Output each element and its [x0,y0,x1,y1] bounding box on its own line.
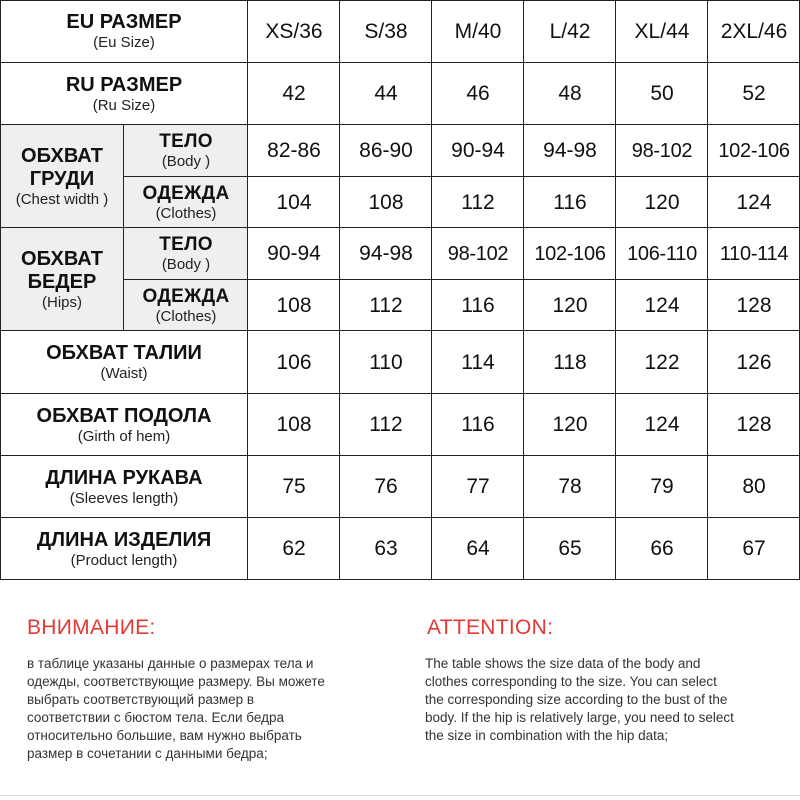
sleeve-value: 76 [374,475,398,498]
chest-body-value: 82-86 [267,139,321,162]
ru-size-label [0,63,248,125]
hem-value: 112 [369,413,403,436]
hips-clothes-title: ОДЕЖДА [142,285,230,307]
sleeve-label [0,456,248,518]
ru-size-title: RU РАЗМЕР [65,73,183,96]
hips-body-value: 98-102 [447,242,509,265]
hem-value: 128 [736,413,772,436]
chest-body-title: ТЕЛО [159,131,213,152]
sleeve-subtitle: (Sleeves length) [69,489,179,507]
attention-ru-line: соответствии с бюстом тела. Если бедра [27,710,284,725]
chest-body-subtitle: (Body ) [161,153,211,170]
length-label [0,518,248,580]
hem-value: 124 [644,413,680,436]
hips-clothes-label [124,280,248,331]
hips-title-line2: БЕДЕР [27,270,97,293]
hips-body-title: ТЕЛО [159,234,213,255]
length-value: 67 [742,537,766,560]
hips-subtitle: (Hips) [42,293,82,311]
waist-value: 122 [644,350,680,374]
chest-clothes-value: 108 [368,190,404,214]
hips-body-value: 102-106 [534,242,606,265]
length-value: 66 [650,537,674,560]
chest-clothes-value: 124 [736,190,772,214]
bottom-divider [0,795,800,796]
hips-clothes-value: 128 [736,293,772,317]
chest-label [0,125,124,228]
hips-body-value: 90-94 [267,242,321,265]
hips-body-value: 106-110 [627,242,697,265]
sleeve-title: ДЛИНА РУКАВА [45,466,203,489]
size-header-xs: XS/36 [265,19,323,43]
hem-value: 108 [276,413,312,436]
waist-label [0,331,248,394]
waist-title: ОБХВАТ ТАЛИИ [46,342,202,364]
grid-line [124,176,800,177]
hem-value: 116 [461,413,495,436]
grid-line [0,62,800,63]
hips-body-value: 110-114 [719,242,789,265]
grid-line [523,0,524,580]
waist-value: 126 [736,350,772,374]
grid-line [0,0,800,1]
length-subtitle: (Product length) [70,551,178,569]
hips-title-line1: ОБХВАТ [21,247,103,270]
hips-clothes-value: 116 [461,293,495,317]
eu-size-label [0,0,248,63]
waist-value: 118 [553,350,587,374]
chest-clothes-title: ОДЕЖДА [142,182,230,204]
length-value: 62 [282,537,306,560]
chest-clothes-value: 116 [553,190,587,214]
hips-label [0,228,124,331]
size-header-l: L/42 [549,19,591,43]
chest-title-line2: ГРУДИ [29,167,95,190]
attention-ru-line: в таблице указаны данные о размерах тела и [27,656,314,671]
sleeve-value: 80 [742,475,766,498]
size-header-s: S/38 [364,19,408,43]
ru-size-value: 50 [650,82,674,105]
eu-size-subtitle: (Eu Size) [93,34,155,51]
grid-line [0,0,1,580]
attention-en-line: The table shows the size data of the body and [425,656,701,671]
hips-clothes-subtitle: (Clothes) [155,307,217,325]
ru-size-value: 42 [282,82,306,105]
chest-body-value: 90-94 [451,139,505,162]
chest-clothes-value: 120 [644,190,680,214]
grid-line [615,0,616,580]
hem-label [0,394,248,456]
attention-en-line: clothes corresponding to the size. You can select [425,674,717,689]
ru-size-subtitle: (Ru Size) [92,96,156,114]
sleeve-value: 77 [466,475,490,498]
grid-line [123,124,124,331]
hips-body-subtitle: (Body ) [161,256,211,273]
hips-clothes-value: 112 [369,293,403,317]
attention-ru-line: одежды, соответствующие размеру. Вы можете [27,674,325,689]
size-header-xl: XL/44 [634,19,690,43]
sleeve-value: 75 [282,475,306,498]
attention-text-ru [27,655,397,763]
attention-ru-line: выбрать соответствующий размер в [27,692,255,707]
attention-ru-line: относительно большие, вам нужно выбрать [27,728,302,743]
length-value: 65 [558,537,582,560]
hips-body-label [124,228,248,280]
grid-line [0,330,800,331]
attention-ru-line: размер в сочетании с данными бедра; [27,746,268,761]
grid-line [707,0,708,580]
hem-subtitle: (Girth of hem) [77,427,171,445]
chest-body-label [124,125,248,177]
ru-size-value: 52 [742,82,766,105]
chest-subtitle: (Chest width ) [15,190,109,208]
length-value: 63 [374,537,398,560]
ru-size-value: 46 [466,82,490,105]
grid-line [0,393,800,394]
grid-line [0,579,800,580]
attention-en-line: the size in combination with the hip data; [425,728,669,743]
hips-body-value: 94-98 [359,242,413,265]
hips-clothes-value: 108 [276,293,312,317]
grid-line [431,0,432,580]
sleeve-value: 79 [650,475,674,498]
length-title: ДЛИНА ИЗДЕЛИЯ [36,528,212,551]
waist-value: 106 [276,350,312,374]
waist-subtitle: (Waist) [100,365,148,382]
attention-en-line: the corresponding size according to the bust of the [425,692,728,707]
chest-body-value: 94-98 [543,139,597,162]
ru-size-value: 44 [374,82,398,105]
hem-title: ОБХВАТ ПОДОЛА [36,404,212,427]
grid-line [0,227,800,228]
grid-line [124,279,800,280]
length-value: 64 [466,537,490,560]
waist-value: 114 [461,350,495,374]
size-header-2xl: 2XL/46 [720,19,788,43]
grid-line [247,0,248,580]
chest-clothes-subtitle: (Clothes) [155,204,217,222]
hips-clothes-value: 124 [644,293,680,317]
chest-body-value: 102-106 [718,139,790,162]
chest-title-line1: ОБХВАТ [21,144,103,167]
attention-title-en: ATTENTION: [427,616,554,639]
attention-title-ru: ВНИМАНИЕ: [27,616,156,639]
size-header-m: M/40 [454,19,502,43]
grid-line [0,517,800,518]
grid-line [339,0,340,580]
ru-size-value: 48 [558,82,582,105]
chest-clothes-value: 104 [276,190,312,214]
attention-text-en [425,655,795,745]
waist-value: 110 [369,350,403,374]
chest-clothes-value: 112 [461,190,495,214]
grid-line [0,455,800,456]
chest-clothes-label [124,177,248,228]
hem-value: 120 [552,413,588,436]
attention-en-line: body. If the hip is relatively large, you need to select [425,710,734,725]
chest-body-value: 86-90 [359,139,413,162]
sleeve-value: 78 [558,475,582,498]
hips-clothes-value: 120 [552,293,588,317]
grid-line [0,124,800,125]
chest-body-value: 98-102 [631,139,693,162]
eu-size-title: EU РАЗМЕР [66,11,182,33]
